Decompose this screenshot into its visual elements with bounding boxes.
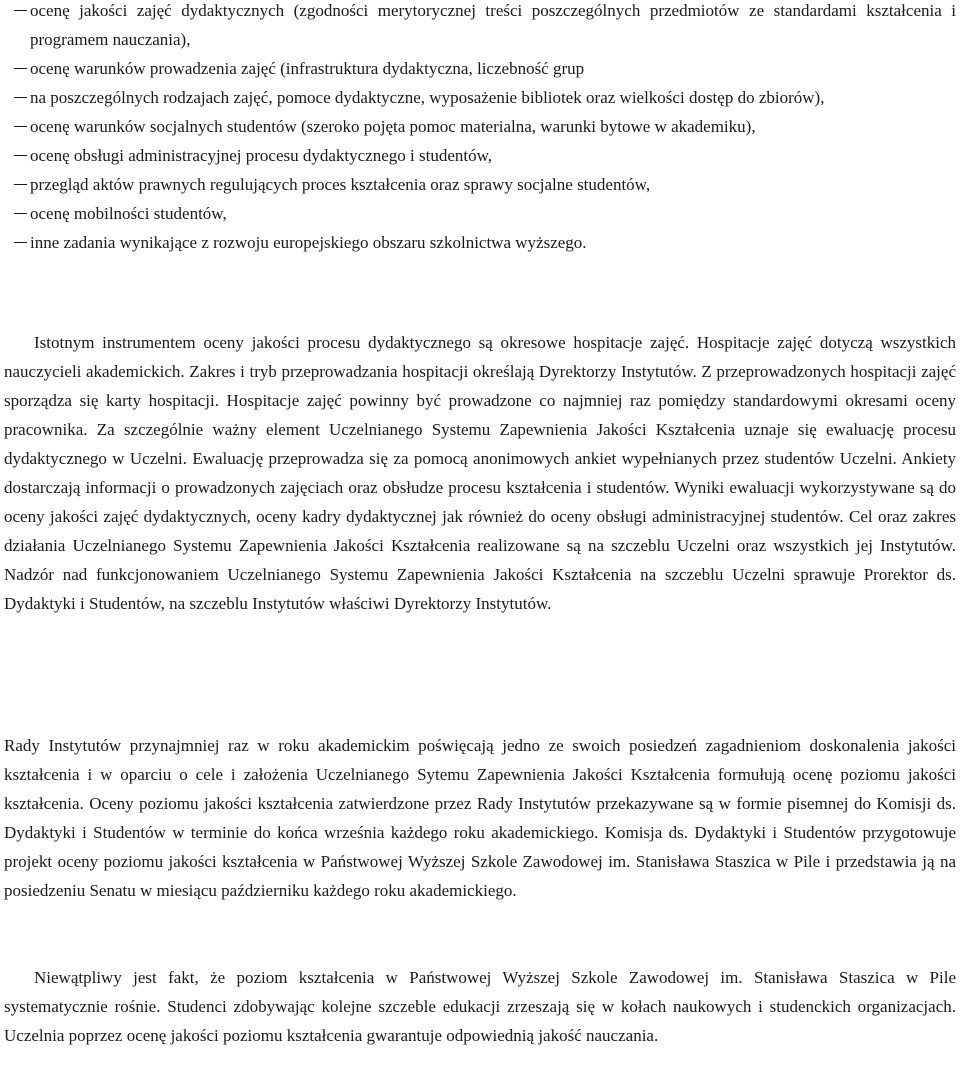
paragraph-poziom-ksztalcenia: Niewątpliwy jest fakt, że poziom kształcenia w Państwowej Wyższej Szkole Zawodowej im. Stanisława Staszica w Pile systematycznie rośnie. Studenci zdobywając kolejne szczeble edukacji zrzeszają się w kołach naukowych i studenckich organizacjach. Uczelnia poprzez ocenę jakości poziomu kształcenia gwarantuje odpowiednią jakość nauczania. <box>4 968 956 1045</box>
list-item-text: ocenę obsługi administracyjnej procesu dydaktycznego i studentów, <box>30 146 493 165</box>
dash-marker <box>14 213 27 214</box>
list-item <box>0 0 960 54</box>
list-item-text: ocenę jakości zajęć dydaktycznych (zgodności merytorycznej treści poszczególnych przedmiotów ze standardami kształcenia i programem nauczania), <box>30 1 956 49</box>
list-item <box>0 170 960 199</box>
dash-marker <box>14 97 27 98</box>
dash-marker <box>14 242 27 243</box>
dash-marker <box>14 10 27 11</box>
list-item-text: na poszczególnych rodzajach zajęć, pomoce dydaktyczne, wyposażenie bibliotek oraz wielkości dostęp do zbiorów), <box>30 88 825 107</box>
dash-marker <box>14 68 27 69</box>
list-item-text: inne zadania wynikające z rozwoju europejskiego obszaru szkolnictwa wyższego. <box>30 233 587 252</box>
list-item <box>0 83 960 112</box>
list-item-text: ocenę warunków prowadzenia zajęć (infrastruktura dydaktyczna, liczebność grup <box>30 59 585 78</box>
bullet-list <box>0 0 960 257</box>
list-item <box>0 54 960 83</box>
list-item <box>0 112 960 141</box>
list-item-text: ocenę warunków socjalnych studentów (szeroko pojęta pomoc materialna, warunki bytowe w akademiku), <box>30 117 756 136</box>
dash-marker <box>14 184 27 185</box>
list-item-text: ocenę mobilności studentów, <box>30 204 227 223</box>
list-item <box>0 228 960 257</box>
paragraph-hospitacje: Istotnym instrumentem oceny jakości procesu dydaktycznego są okresowe hospitacje zajęć. Hospitacje zajęć dotyczą wszystkich nauczycieli akademickich. Zakres i tryb przeprowadzania hospitacji określają Dyrektorzy Instytutów. Z przeprowadzonych hospitacji zajęć sporządza się karty hospitacji. Hospitacje zajęć powinny być prowadzone co najmniej raz pomiędzy standardowymi okresami oceny pracownika. Za szczególnie ważny element Uczelnianego Systemu Zapewnienia Jakości Kształcenia uznaje się ewaluację procesu dydaktycznego w Uczelni. Ewaluację przeprowadza się za pomocą anonimowych ankiet wypełnianych przez studentów Uczelni. Ankiety dostarczają informacji o prowadzonych zajęciach oraz obsłudze procesu kształcenia i studentów. Wyniki ewaluacji wykorzystywane są do oceny jakości zajęć dydaktycznych, oceny kadry dydaktycznej jak również do oceny obsługi administracyjnej studentów. Cel oraz zakres działania Uczelnianego Systemu Zapewnienia Jakości Kształcenia realizowane są na szczeblu Uczelni oraz wszystkich jej Instytutów. Nadzór nad funkcjonowaniem Uczelnianego Systemu Zapewnienia Jakości Kształcenia na szczeblu Uczelni sprawuje Prorektor ds. Dydaktyki i Studentów, na szczeblu Instytutów właściwi Dyrektorzy Instytutów. <box>4 333 956 613</box>
list-item-text: przegląd aktów prawnych regulujących proces kształcenia oraz sprawy socjalne studentów, <box>30 175 651 194</box>
dash-marker <box>14 126 27 127</box>
dash-marker <box>14 155 27 156</box>
paragraph-rady-instytutow: Rady Instytutów przynajmniej raz w roku akademickim poświęcają jedno ze swoich posiedzeń zagadnieniom doskonalenia jakości kształcenia i w oparciu o cele i założenia Uczelnianego Sytemu Zapewnienia Jakości Kształcenia formułują ocenę poziomu jakości kształcenia. Oceny poziomu jakości kształcenia zatwierdzone przez Rady Instytutów przekazywane są w formie pisemnej do Komisji ds. Dydaktyki i Studentów w terminie do końca września każdego roku akademickiego. Komisja ds. Dydaktyki i Studentów przygotowuje projekt oceny poziomu jakości kształcenia w Państwowej Wyższej Szkole Zawodowej im. Stanisława Staszica w Pile i przedstawia ją na posiedzeniu Senatu w miesiącu październiku każdego roku akademickiego. <box>4 736 956 900</box>
list-item <box>0 199 960 228</box>
list-item <box>0 141 960 170</box>
